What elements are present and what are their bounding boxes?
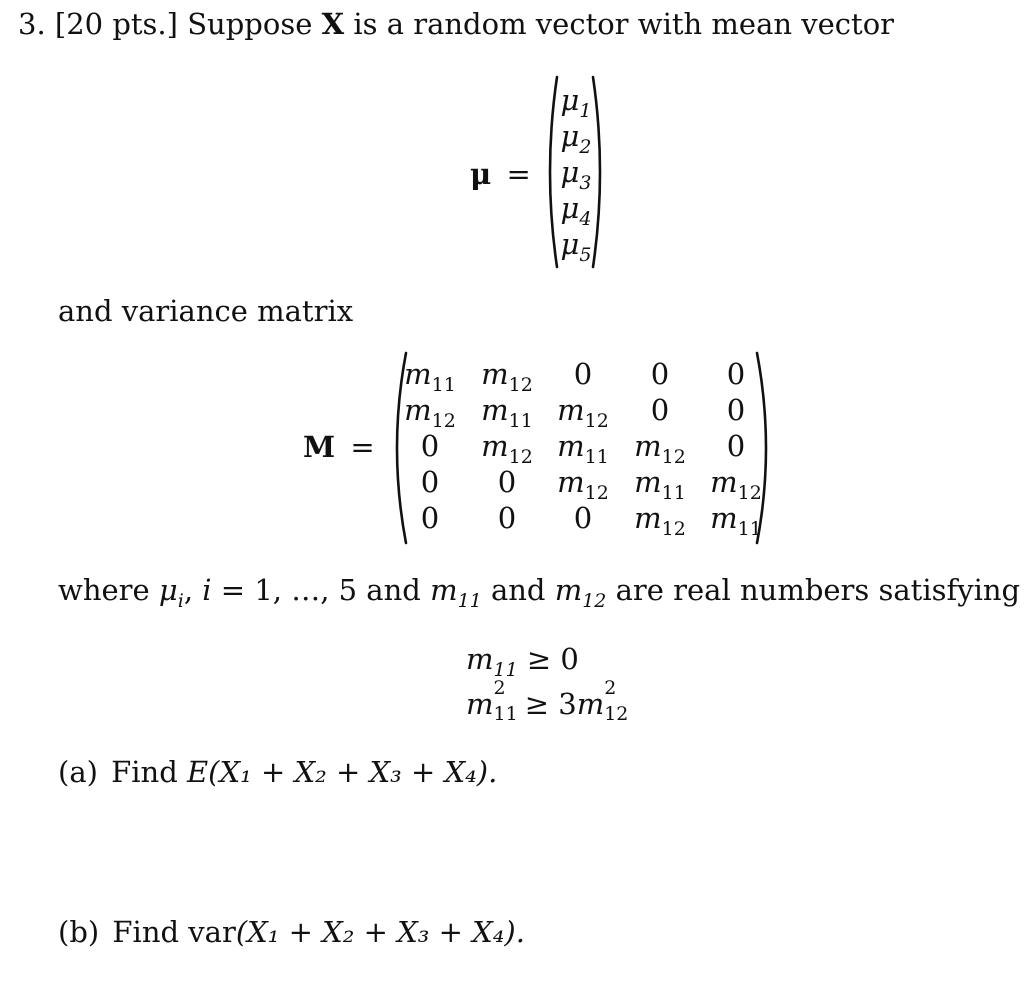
matrix-cell: $m_{12}$: [557, 465, 609, 504]
matrix-cell: $m_{11}$: [634, 465, 686, 504]
mu-lhs: [470, 157, 531, 191]
matrix-cell: 0: [497, 501, 517, 535]
matrix-cell: $m_{11}$: [710, 501, 762, 540]
mu-symbol: μ: [470, 157, 492, 191]
matrix-cell: $m_{12}$: [634, 501, 686, 540]
intro-before: Suppose: [187, 7, 313, 41]
matrix-cell: 0: [420, 429, 440, 463]
matrix-cell: $m_{12}$: [481, 429, 533, 468]
matrix-cell: 0: [573, 357, 593, 391]
matrix-cell: 0: [420, 501, 440, 535]
where-word: where: [58, 573, 150, 607]
matrix-cell: $m_{12}$: [481, 357, 533, 396]
intro-after: is a random vector with mean vector: [353, 7, 895, 41]
index-i: i: [202, 573, 212, 607]
M-lhs: [303, 430, 375, 464]
index-range: 1, …, 5 and: [254, 573, 421, 607]
problem-header: [18, 7, 895, 41]
matrix-cell: $m_{12}$: [710, 465, 762, 504]
matrix-cell: $m_{12}$: [404, 393, 456, 432]
mu-entry-2: $\mu_2$: [560, 119, 592, 158]
part-b: (b) Find var(X₁ + X₂ + X₃ + X₄).: [58, 915, 525, 949]
matrix-cell: 0: [726, 429, 746, 463]
mu-entry-1: $\mu_1$: [560, 83, 592, 122]
M-symbol: M: [303, 430, 336, 464]
part-a-label: (a): [58, 755, 98, 789]
m11-ref: $m_{11}$: [430, 573, 482, 612]
part-a: (a) Find E(X₁ + X₂ + X₃ + X₄).: [58, 755, 498, 789]
matrix-cell: 0: [726, 393, 746, 427]
matrix-cell: 0: [650, 393, 670, 427]
where-line: where $\mu_i$, i = 1, …, 5 and $m_{11}$ and $m_{12}$ are real numbers satisfying: [58, 573, 1021, 612]
matrix-cell: 0: [650, 357, 670, 391]
condition-1: $m_{11} \ge 0$: [466, 642, 579, 681]
variance-text: and variance matrix: [58, 294, 354, 328]
mu-entry-4: $\mu_4$: [560, 191, 592, 230]
mu-equals: =: [506, 157, 531, 191]
matrix-cell: $m_{11}$: [557, 429, 609, 468]
matrix-cell: $m_{11}$: [481, 393, 533, 432]
X-symbol: X: [321, 7, 345, 41]
M-equals: =: [350, 430, 375, 464]
matrix-cell: $m_{12}$: [634, 429, 686, 468]
matrix-cell: 0: [497, 465, 517, 499]
part-b-expression: (X₁ + X₂ + X₃ + X₄).: [235, 915, 525, 949]
matrix-cell: $m_{11}$: [404, 357, 456, 396]
part-a-expression: (X₁ + X₂ + X₃ + X₄).: [208, 755, 498, 789]
mu-entry-3: $\mu_3$: [560, 155, 592, 194]
condition-2: m 2 11 ≥ 3m 2 12: [466, 677, 629, 725]
problem-points: [20 pts.]: [54, 7, 178, 41]
matrix-cell: 0: [573, 501, 593, 535]
matrix-cell: $m_{12}$: [557, 393, 609, 432]
part-b-label: (b): [58, 915, 100, 949]
matrix-cell: 0: [726, 357, 746, 391]
problem-number: 3.: [18, 7, 46, 41]
mu-i: $\mu_i$: [158, 573, 184, 612]
mu-entry-5: $\mu_5$: [560, 227, 592, 266]
m12-ref: $m_{12}$: [554, 573, 607, 612]
matrix-cell: 0: [420, 465, 440, 499]
